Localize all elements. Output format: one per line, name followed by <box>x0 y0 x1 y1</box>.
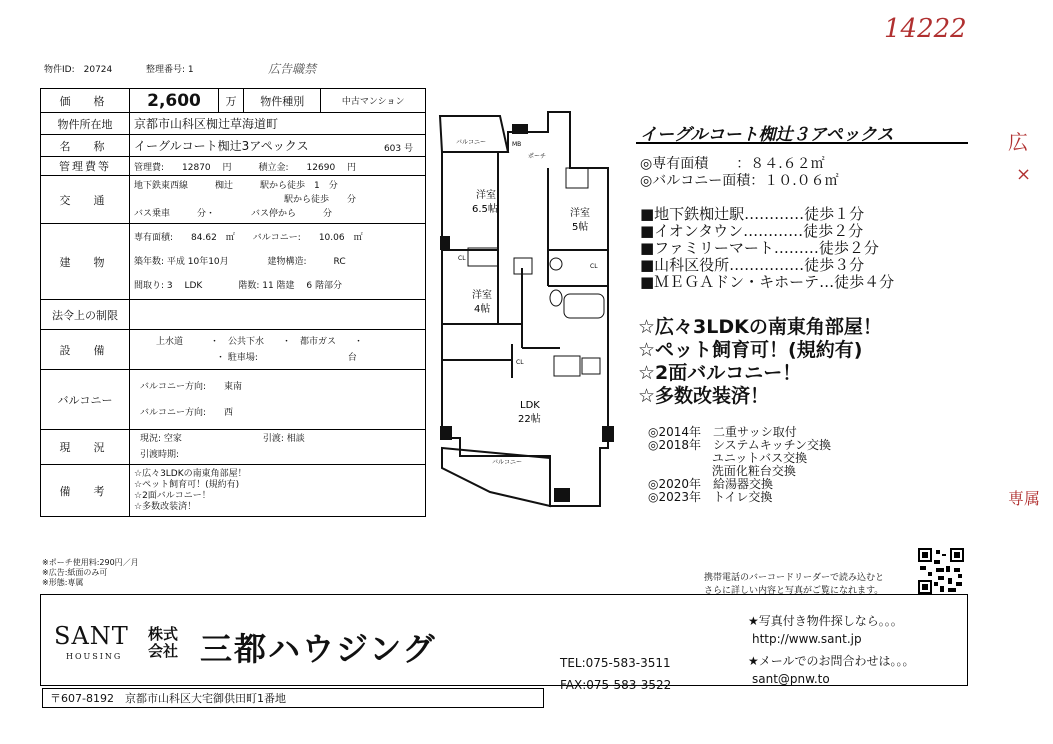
history-item: ◎2020年 給湯器交換 <box>648 477 774 491</box>
notes-label: 備 考 <box>41 465 130 517</box>
property-id: 物件ID: 20724 <box>44 65 113 75</box>
floor-plan <box>430 108 630 518</box>
transport-cell <box>130 176 426 224</box>
price-value: 2,600 <box>147 90 201 111</box>
promo-item: ☆広々3LDKの南東角部屋！ <box>638 316 882 338</box>
footnote: ※ポーチ使用料:290円／月 <box>42 558 139 567</box>
bottom-balcony-text: バルコニー <box>492 459 523 466</box>
footnote: ※広告:紙面のみ可 <box>42 568 108 577</box>
notes-cell <box>130 465 426 517</box>
history-item: ◎2018年 システムキッチン交換 <box>648 438 831 452</box>
building-line: 築年数: 平成 10年10月 建物構造: RC <box>134 256 346 267</box>
logo-sub: HOUSING <box>66 652 123 661</box>
room3-size: 4帖 <box>474 304 491 315</box>
balcony-label: バルコニー <box>41 370 130 430</box>
closet-text: CL <box>516 359 524 366</box>
room2-size: 5帖 <box>572 222 589 233</box>
fax-number: FAX:075-583-3522 <box>560 678 672 692</box>
handwritten-mark: 広 <box>1008 130 1028 154</box>
phone-number: TEL:075-583-3511 <box>560 656 671 670</box>
balcony-cell <box>130 370 426 430</box>
area-block <box>640 156 839 190</box>
handwritten-number: 14222 <box>884 14 967 44</box>
access-item: ■地下鉄椥辻駅…………徒歩１分 <box>640 205 865 223</box>
note-line: ☆多数改装済！ <box>134 501 197 512</box>
equipment-cell <box>130 330 426 370</box>
renovation-history <box>648 426 831 504</box>
note-line: ☆ペット飼育可！(規約有) <box>134 479 240 490</box>
building-cell <box>130 224 426 300</box>
promo-item: ☆多数改装済！ <box>638 385 770 407</box>
history-item: ◎2023年 トイレ交換 <box>648 490 773 504</box>
ldk-text: LDK <box>520 400 540 411</box>
room1-size: 6.5帖 <box>472 204 498 215</box>
access-item: ■イオンタウン…………徒歩２分 <box>640 222 864 240</box>
history-item: ユニットバス交換 <box>648 451 808 465</box>
qr-note-line: 携帯電話のバーコードリーダーで読み込むと <box>704 573 885 583</box>
corp-type-line: 株式 <box>148 625 179 643</box>
qr-note-line: さらに詳しい内容と写真がご覧になれます。 <box>704 586 884 596</box>
building-label: 建 物 <box>41 224 130 300</box>
type-value: 中古マンション <box>321 89 426 113</box>
area-line: ◎バルコニー面積：１０.０６㎡ <box>640 173 839 189</box>
property-title: イーグルコート椥辻３アペックス <box>640 125 894 145</box>
fee-label: 管理費等 <box>41 157 130 176</box>
address-label: 物件所在地 <box>41 113 130 135</box>
logo-main: SANT <box>54 622 129 650</box>
law-value <box>130 300 426 330</box>
price-cell <box>130 89 219 113</box>
equipment-line: ・ 駐車場: 台 <box>216 352 357 363</box>
address-value: 京都市山科区椥辻草海道町 <box>130 113 426 135</box>
transport-line: バス乗車 分・ バス停から 分 <box>134 208 333 219</box>
transport-line: 駅から徒歩 分 <box>284 194 357 205</box>
type-label: 物件種別 <box>244 89 321 113</box>
top-balcony-outline <box>440 116 508 152</box>
name-label: 名 称 <box>41 135 130 157</box>
footnotes <box>42 558 139 588</box>
law-label: 法令上の制限 <box>41 300 130 330</box>
equipment-label: 設 備 <box>41 330 130 370</box>
room2-text: 洋室 <box>570 208 590 219</box>
note-line: ☆2面バルコニー！ <box>134 490 211 501</box>
status-cell <box>130 430 426 465</box>
email-link[interactable]: sant@pnw.to <box>752 672 830 686</box>
transport-line: 地下鉄東西線 椥辻 駅から徒歩 1 分 <box>134 180 338 191</box>
access-item: ■ファミリーマート………徒歩２分 <box>640 239 879 257</box>
mb-text: MB <box>512 141 522 148</box>
fee-value: 管理費: 12870 円 積立金: 12690 円 <box>130 157 426 176</box>
building-line: 専有面積: 84.62 ㎡ バルコニー: 10.06 ㎡ <box>134 232 363 243</box>
qr-code-icon[interactable] <box>918 548 964 594</box>
corp-type <box>148 626 178 660</box>
access-list <box>640 206 894 291</box>
building-line: 間取り: 3 LDK 階数: 11 階建 6 階部分 <box>134 280 342 291</box>
room3-text: 洋室 <box>472 290 492 301</box>
company-name: 三都ハウジング <box>200 630 437 668</box>
price-label: 価 格 <box>41 89 130 113</box>
corp-type-line: 会社 <box>148 642 179 660</box>
web-label: ★写真付き物件探しなら。。。 <box>748 614 903 628</box>
transport-label: 交 通 <box>41 176 130 224</box>
top-balcony-text: バルコニー <box>456 139 487 146</box>
porch-text: ポーチ <box>528 153 547 160</box>
status-label: 現 況 <box>41 430 130 465</box>
price-unit: 万 <box>219 89 244 113</box>
area-line: ◎専有面積 ：８４.６２㎡ <box>640 156 825 172</box>
status-line: 引渡時期: <box>140 450 180 460</box>
status-line: 現況: 空家 引渡: 相談 <box>140 434 305 444</box>
website-link[interactable]: http://www.sant.jp <box>752 632 862 646</box>
name-value: イーグルコート椥辻3アペックス <box>134 139 309 153</box>
history-item: ◎2014年 二重サッシ取付 <box>648 425 797 439</box>
reference-number: 整理番号: 1 <box>146 65 194 75</box>
room-number: 603 号 <box>383 144 413 154</box>
history-item: 洗面化粧台交換 <box>648 464 796 478</box>
note-line: ☆広々3LDKの南東角部屋！ <box>134 468 247 479</box>
handwritten-mark: 専属 <box>1008 489 1041 508</box>
equipment-line: 上水道 ・ 公共下水 ・ 都市ガス ・ <box>156 336 364 347</box>
room1-text: 洋室 <box>476 190 496 201</box>
balcony-line: バルコニー方向: 東南 <box>140 381 243 392</box>
balcony-line: バルコニー方向: 西 <box>140 407 234 418</box>
title-underline <box>636 142 968 144</box>
promo-list <box>638 316 882 408</box>
footnote: ※形態:専属 <box>42 578 84 587</box>
access-item: ■山科区役所……………徒歩３分 <box>640 256 865 274</box>
company-address: 〒607-8192 京都市山科区大宅御供田町1番地 <box>50 692 286 705</box>
ldk-size: 22帖 <box>518 414 541 425</box>
name-cell <box>130 135 426 157</box>
mail-label: ★メールでのお問合わせは。。。 <box>748 654 915 668</box>
no-ads-stamp: 広告職禁 <box>268 62 317 76</box>
promo-item: ☆2面バルコニー！ <box>638 362 802 384</box>
handwritten-mark: × <box>1016 164 1032 185</box>
closet-text: CL <box>590 263 598 270</box>
closet-text: CL <box>458 255 466 262</box>
spec-table <box>40 88 426 517</box>
access-item: ■ＭＥＧＡドン・キホーテ…徒歩４分 <box>640 273 895 291</box>
promo-item: ☆ペット飼育可！(規約有) <box>638 339 863 361</box>
